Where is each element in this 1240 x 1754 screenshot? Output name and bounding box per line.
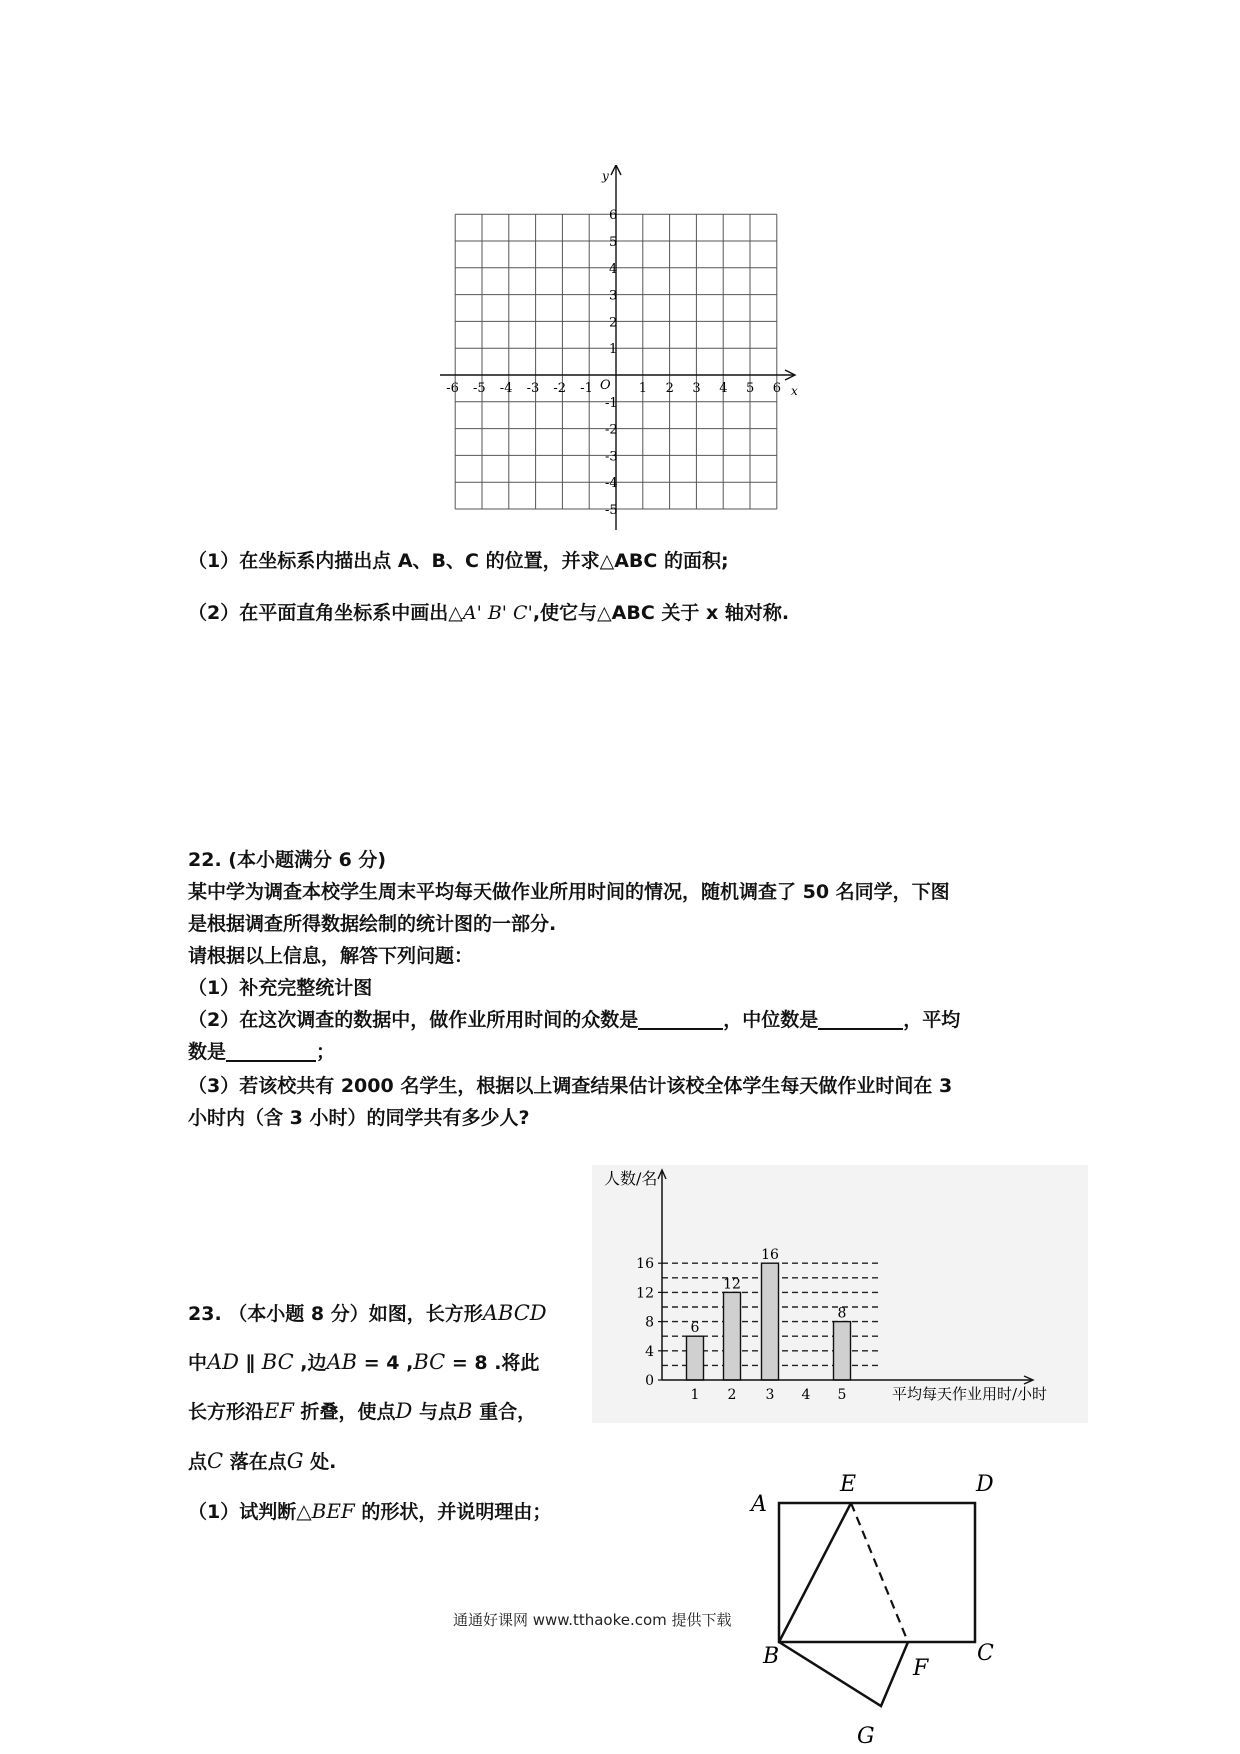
origin-label: O — [600, 378, 611, 393]
q22-q2-text-b: ，中位数是 — [723, 1009, 819, 1031]
q22-q2-text-d: 数是 — [188, 1041, 227, 1063]
q23-l2-m2: BC — [261, 1350, 294, 1374]
chart-data-label: 16 — [761, 1247, 779, 1264]
q23-line2 — [188, 1345, 539, 1380]
y-axis-label: y — [602, 169, 609, 183]
q23-l3-b: 折叠，使点 — [293, 1401, 396, 1423]
answer-blank-median[interactable] — [818, 1006, 903, 1030]
y-tick-label: 6 — [609, 208, 618, 224]
x-tick-label: -2 — [553, 381, 567, 396]
segment-be — [779, 1503, 851, 1642]
answer-blank-mode[interactable] — [638, 1006, 723, 1030]
x-tick-label: -6 — [446, 381, 459, 396]
chart-bar — [834, 1322, 851, 1380]
chart-x-tick-label: 1 — [690, 1387, 700, 1403]
chart-x-axis-title: 平均每天作业用时/小时 — [892, 1385, 1048, 1403]
q22-q2 — [188, 1004, 960, 1036]
chart-y-tick-label: 0 — [645, 1373, 654, 1389]
chart-data-label: 12 — [723, 1276, 741, 1293]
q23-l3-m3: B — [457, 1399, 473, 1423]
q23-l2-d: = 4 , — [357, 1352, 414, 1374]
chart-y-tick-label: 4 — [645, 1343, 654, 1360]
q22-q3-cont: 小时内（含 3 小时）的同学共有多少人? — [188, 1107, 530, 1129]
q23-l3-a: 长方形沿 — [188, 1401, 265, 1423]
grid-tick-labels — [446, 208, 781, 518]
q23-l3-m1: EF — [264, 1399, 294, 1423]
q22-q2-text-c: ，平均 — [903, 1009, 961, 1031]
y-tick-label: -3 — [605, 449, 618, 465]
coordinate-grid — [440, 165, 800, 535]
q22-q2-cont — [188, 1036, 335, 1068]
q21-part2 — [188, 597, 789, 629]
q23-l2-m1: AD — [207, 1350, 240, 1374]
point-label-c: C — [977, 1641, 994, 1666]
x-tick-label: 6 — [772, 381, 782, 396]
chart-y-tick-label: 16 — [636, 1256, 654, 1273]
q23-l3-m2: D — [395, 1399, 413, 1423]
q23-l3-c: 与点 — [412, 1401, 458, 1423]
y-tick-label: 3 — [609, 288, 618, 304]
q23-l4-m2: G — [286, 1449, 304, 1473]
q23-l2-c: ,边 — [293, 1352, 327, 1374]
x-axis-label: x — [791, 384, 798, 398]
x-tick-label: 1 — [638, 381, 648, 396]
answer-blank-mean[interactable] — [226, 1038, 316, 1062]
x-tick-label: 5 — [746, 381, 755, 396]
q23-l4-m1: C — [207, 1449, 224, 1473]
q22-q2-text-e: ； — [316, 1041, 336, 1063]
q23-line3 — [188, 1394, 536, 1429]
q22-q1: （1）补充完整统计图 — [188, 977, 373, 999]
point-label-a: A — [751, 1492, 767, 1517]
rectangle-fold-figure — [745, 1470, 1025, 1754]
q21-part2-pre: （2）在平面直角坐标系中画出△ — [188, 602, 463, 624]
q22-header: 22. (本小题满分 6 分) — [188, 849, 387, 871]
q22-line3: 请根据以上信息，解答下列问题： — [188, 945, 474, 967]
bar-chart — [592, 1165, 1088, 1423]
chart-x-tick-label: 2 — [727, 1387, 737, 1403]
q23-l3-d: 重合， — [472, 1401, 537, 1423]
x-tick-label: 4 — [719, 381, 728, 396]
q23-line4 — [188, 1444, 336, 1479]
x-tick-label: -3 — [526, 381, 540, 396]
fold-line-ef — [851, 1503, 908, 1642]
q23-l4-a: 点 — [188, 1451, 208, 1473]
q23-header-math: ABCD — [482, 1301, 547, 1325]
q23-l4-c: 处. — [303, 1451, 337, 1473]
chart-data-label: 6 — [690, 1320, 700, 1337]
x-tick-label: 3 — [692, 381, 701, 396]
y-tick-label: -4 — [605, 476, 618, 492]
y-tick-label: 4 — [609, 261, 618, 277]
x-tick-label: -4 — [499, 381, 513, 396]
q23-l2-b: ∥ — [239, 1352, 262, 1374]
folded-triangle-bgf — [779, 1642, 908, 1706]
point-label-b: B — [763, 1644, 780, 1669]
point-label-e: E — [840, 1472, 857, 1497]
q21-part2-post: ,使它与△ABC 关于 x 轴对称. — [532, 602, 790, 624]
q22-line2: 是根据调查所得数据绘制的统计图的一部分. — [188, 913, 557, 935]
chart-bar — [762, 1263, 779, 1380]
chart-data-label: 8 — [837, 1305, 847, 1322]
chart-x-tick-label: 5 — [837, 1387, 847, 1403]
q23-part1 — [188, 1494, 551, 1529]
y-tick-label: 1 — [609, 342, 618, 358]
point-label-d: D — [976, 1472, 994, 1497]
chart-bar — [687, 1336, 704, 1380]
x-tick-label: 2 — [665, 381, 674, 396]
chart-x-tick-label: 4 — [801, 1387, 811, 1403]
q23-header — [188, 1296, 547, 1331]
q23-l2-m4: BC — [413, 1350, 446, 1374]
y-tick-label: -5 — [605, 503, 618, 518]
q23-l2-m3: AB — [326, 1350, 358, 1374]
q22-q2-text-a: （2）在这次调查的数据中，做作业所用时间的众数是 — [188, 1009, 639, 1031]
point-label-g: G — [857, 1724, 875, 1749]
q23-p1-math: △BEF — [296, 1499, 355, 1523]
chart-bar — [724, 1292, 741, 1380]
q23-p1-pre: （1）试判断 — [188, 1501, 297, 1523]
point-label-f: F — [913, 1656, 929, 1681]
chart-y-axis-title: 人数/名 — [604, 1169, 658, 1188]
y-tick-label: 5 — [609, 235, 618, 250]
q23-p1-post: 的形状，并说明理由； — [354, 1501, 552, 1523]
q22-q3: （3）若该校共有 2000 名学生，根据以上调查结果估计该校全体学生每天做作业时间在 3 — [188, 1075, 953, 1097]
chart-y-tick-label: 12 — [636, 1285, 654, 1302]
q23-l2-a: 中 — [188, 1352, 208, 1374]
q22-line1: 某中学为调查本校学生周末平均每天做作业所用时间的情况，随机调查了 50 名同学，下图 — [188, 881, 950, 903]
q21-part1: （1）在坐标系内描出点 A、B、C 的位置，并求△ABC 的面积; — [188, 550, 729, 572]
q23-header-text: 23. （本小题 8 分）如图，长方形 — [188, 1303, 483, 1325]
footer-watermark: 通通好课网 www.tthaoke.com 提供下载 — [453, 1611, 732, 1629]
y-tick-label: 2 — [609, 315, 618, 331]
q23-l4-b: 落在点 — [223, 1451, 287, 1473]
q21-part2-math: A' B' C' — [462, 602, 533, 624]
q23-l2-e: = 8 .将此 — [445, 1352, 540, 1374]
y-tick-label: -2 — [605, 422, 618, 438]
chart-x-tick-label: 3 — [765, 1387, 775, 1403]
y-tick-label: -1 — [605, 395, 618, 411]
x-tick-label: -1 — [580, 381, 593, 396]
x-tick-label: -5 — [473, 381, 486, 396]
rectangle-abcd — [779, 1503, 975, 1642]
chart-y-tick-label: 8 — [645, 1314, 654, 1331]
